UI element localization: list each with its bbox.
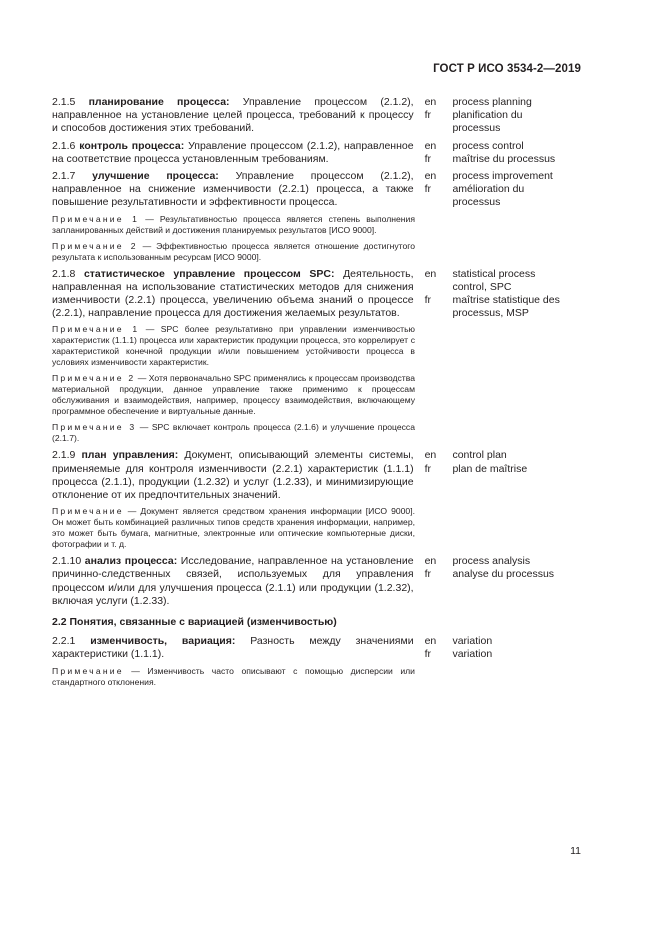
definition-text: Деятельность, направленная на использование статистических методов для снижения изменчивости (2.2.1) процесса, увеличению объема знаний о процессе (2.2.1), направление процесса для достижения желаемых результатов. — [52, 267, 414, 320]
note — [52, 241, 415, 263]
definition-text: Исследование, направленное на установление причинно-следственных связей, используемых для управления процессом и/или для улучшения процесса (2.1.1) или продукции (1.2.32), включая услуги (1.2.33). — [52, 555, 414, 607]
term-number: 2.2.1 — [52, 635, 76, 648]
french-equivalent: analyse du processus — [452, 568, 555, 581]
note-label: Примечание — [52, 506, 124, 517]
note-label: Примечание 2 — [52, 373, 136, 384]
lang-code-fr: fr — [424, 568, 431, 581]
foreign-equivalents — [452, 140, 572, 166]
french-equivalent: planification du processus — [452, 109, 523, 135]
french-equivalent: plan de maîtrise — [452, 462, 528, 475]
document-body — [52, 96, 572, 693]
french-equivalent: amélioration du processus — [452, 183, 525, 209]
note-label: Примечание — [52, 665, 124, 676]
term-number: 2.1.10 — [52, 555, 82, 568]
term-name: контроль процесса: — [79, 139, 185, 152]
term-number: 2.1.9 — [52, 449, 76, 462]
language-codes — [425, 96, 453, 122]
lang-code-fr: fr — [424, 648, 431, 661]
foreign-equivalents — [452, 96, 572, 136]
term-entry — [52, 140, 572, 166]
term-definition — [52, 140, 414, 166]
term-entry — [52, 96, 572, 136]
term-entry — [52, 268, 572, 321]
term-name: анализ процесса: — [84, 555, 178, 568]
term-entry — [52, 170, 572, 210]
term-number: 2.1.5 — [52, 96, 76, 108]
foreign-equivalents — [452, 449, 572, 475]
term-definition — [52, 449, 414, 502]
term-entry — [52, 635, 572, 661]
term-name: план управления: — [81, 449, 179, 462]
lang-code-en: en — [424, 635, 437, 648]
language-codes — [425, 555, 453, 581]
note — [52, 422, 415, 444]
definition-text: Управление процессом (2.1.2), направленное на снижение изменчивости (2.2.1) процесса, а также повышение результативности и эффективности процесса. — [52, 170, 414, 209]
language-codes — [425, 268, 453, 308]
term-abbreviation: SPC: — [300, 267, 335, 280]
english-equivalent: variation — [452, 635, 493, 648]
lang-code-en: en — [424, 170, 437, 183]
english-equivalent: process improvement — [452, 170, 553, 183]
definition-text: Разность между значениями характеристики (1.1.1). — [52, 635, 414, 661]
language-codes — [425, 635, 453, 661]
term-name: планирование процесса: — [88, 96, 230, 108]
note — [52, 666, 415, 688]
term-definition — [52, 268, 414, 321]
lang-code-fr: fr — [424, 183, 431, 196]
note-text: — SPC более результативно при управлении изменчивостью характеристик (1.1.1) процесса или характеристик продукции процесса, это коррелирует с характеристикой конечной продукции и/или повышением устойчивости процесса в условиях изменчивости характеристик. — [52, 324, 415, 368]
note — [52, 373, 415, 417]
definition-text: Документ, описывающий элементы системы, применяемые для контроля изменчивости (2.2.1) характеристик (1.1.1) процесса (2.1.1), продукции (1.2.32) и услуг (1.2.33), и минимизирующие отклонение от их предпочтительных значений. — [52, 449, 414, 502]
french-equivalent: maîtrise statistique des processus, MSP — [452, 294, 560, 320]
note-text: — Результативностью процесса является степень выполнения запланированных действий и достижения планируемых результатов [ИСО 9000]. — [52, 213, 416, 235]
lang-code-en: en — [424, 139, 437, 152]
language-codes — [425, 140, 453, 166]
language-codes — [425, 170, 453, 196]
term-definition — [52, 170, 414, 210]
english-equivalent: statistical process control, SPC — [452, 267, 536, 293]
lang-code-fr: fr — [424, 294, 431, 307]
lang-code-en: en — [424, 555, 437, 568]
term-definition — [52, 96, 414, 136]
note-label: Примечание 3 — [52, 422, 137, 433]
note-text: — Хотя первоначально SPC применялись к процессам производства материальной продукции, данное управление также применимо к процессам обслуживания и взаимодействия, например, процессу взаимодействия, включающему программное обеспечение и виртуальные данные. — [52, 373, 415, 417]
english-equivalent: process planning — [452, 96, 532, 108]
term-name: статистическое управление процессом — [83, 267, 301, 280]
note — [52, 506, 415, 550]
note-text: — Изменчивость часто описывают с помощью дисперсии или стандартного отклонения. — [52, 665, 415, 687]
lang-code-en: en — [424, 267, 437, 280]
term-number: 2.1.7 — [52, 170, 76, 183]
note — [52, 324, 415, 368]
foreign-equivalents — [452, 635, 572, 661]
note — [52, 214, 415, 236]
note-label: Примечание 2 — [52, 240, 138, 251]
english-equivalent: process analysis — [452, 555, 531, 568]
definition-text: Управление процессом (2.1.2), направленное на соответствие процесса установленным требованиям. — [52, 139, 414, 165]
foreign-equivalents — [452, 170, 572, 210]
term-name: улучшение процесса: — [92, 170, 219, 183]
page-header: ГОСТ Р ИСО 3534-2—2019 — [433, 63, 581, 75]
term-number: 2.1.8 — [52, 267, 76, 280]
note-label: Примечание 1 — [52, 324, 140, 335]
term-entry — [52, 449, 572, 502]
language-codes — [425, 449, 453, 475]
french-equivalent: maîtrise du processus — [452, 152, 556, 165]
lang-code-fr: fr — [424, 152, 431, 165]
lang-code-fr: fr — [424, 109, 431, 122]
lang-code-en: en — [424, 449, 437, 462]
note-text: — SPC включает контроль процесса (2.1.6) и улучшение процесса (2.1.7). — [52, 422, 415, 444]
definition-text: Управление процессом (2.1.2), направленное на установление целей процесса, требований к процессу и способов достижения этих требований. — [52, 96, 414, 135]
foreign-equivalents — [452, 555, 572, 581]
term-definition — [52, 555, 414, 608]
note-text: — Эффективностью процесса является отношение достигнутого результата к использованным ресурсам [ИСО 9000]. — [52, 240, 415, 262]
section-title: 2.2 Понятия, связанные с вариацией (изменчивостью) — [52, 616, 337, 629]
term-definition — [52, 635, 414, 661]
term-number: 2.1.6 — [52, 139, 76, 152]
english-equivalent: control plan — [452, 449, 507, 462]
foreign-equivalents — [452, 268, 572, 321]
section-terms-list — [52, 635, 572, 687]
term-entry — [52, 555, 572, 608]
lang-code-en: en — [424, 96, 437, 108]
french-equivalent: variation — [452, 648, 493, 661]
note-label: Примечание 1 — [52, 213, 140, 224]
note-text: — Документ является средством хранения информации [ИСО 9000]. Он может быть комбинацией различных типов средств хранения информации, например, это может быть бумага, магнитные, электронные или оптические компьютерные диски, фотографии и т. д. — [52, 506, 415, 550]
lang-code-fr: fr — [424, 462, 431, 475]
english-equivalent: process control — [452, 139, 524, 152]
term-name: изменчивость, вариация: — [90, 635, 236, 648]
page-number: 11 — [570, 845, 581, 857]
terms-list — [52, 96, 572, 608]
